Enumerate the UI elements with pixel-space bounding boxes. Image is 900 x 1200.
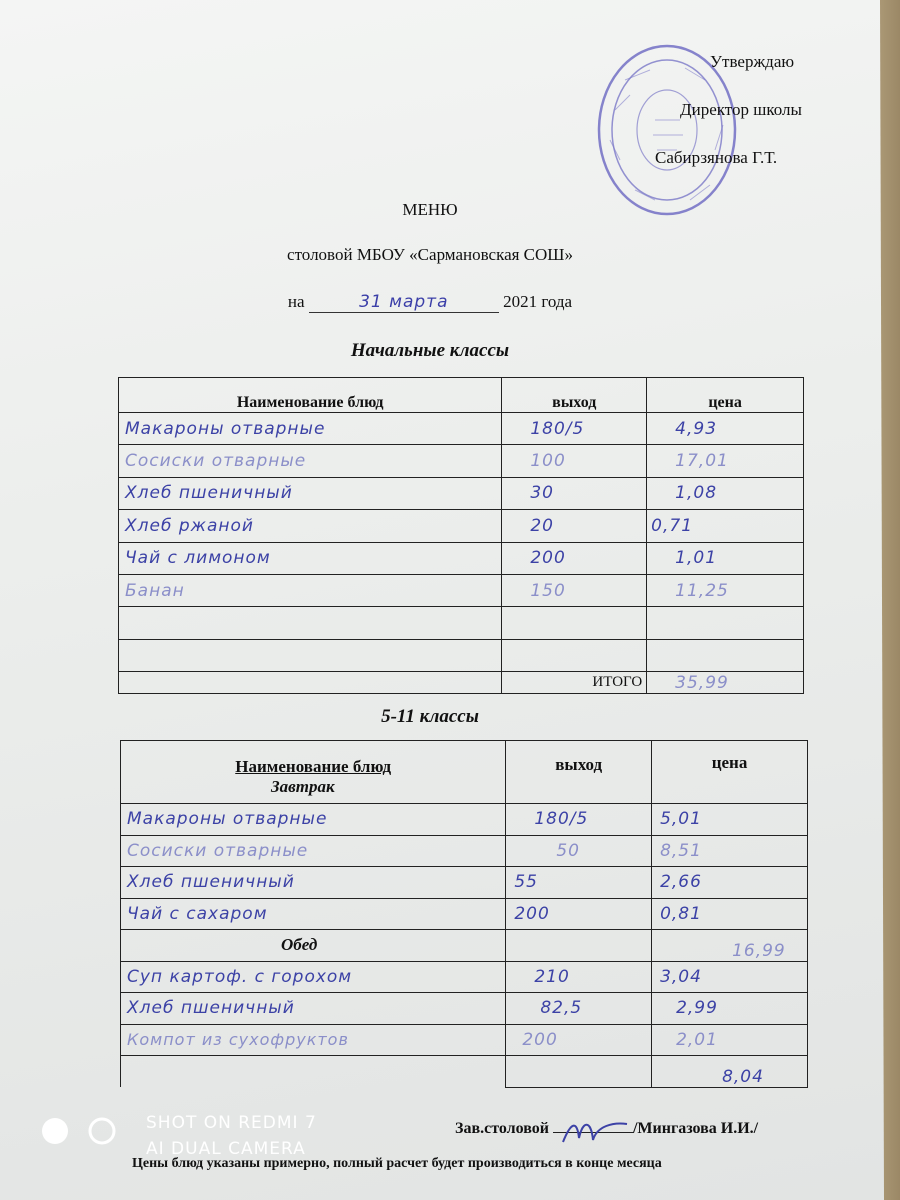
watermark-line-1: SHOT ON REDMI 7 [146, 1113, 317, 1133]
table-header-row [121, 741, 808, 804]
empty-cell [119, 672, 502, 694]
table-header-row [119, 378, 804, 413]
dish-name: Хлеб пшеничный [119, 477, 502, 509]
table-row [121, 867, 808, 899]
dish-name: Хлеб ржаной [119, 510, 502, 542]
dish-price: 2,66 [652, 867, 808, 899]
dish-name: Компот из сухофруктов [121, 1024, 506, 1056]
total-row [119, 672, 804, 694]
dish-output: 50 [506, 835, 652, 867]
dish-output [502, 639, 647, 671]
signature-line [455, 1120, 758, 1138]
dish-output: 180/5 [502, 413, 647, 445]
dish-price: 11,25 [647, 574, 804, 606]
dish-name: Хлеб пшеничный [121, 867, 506, 899]
dish-price [647, 607, 804, 639]
dish-output: 82,5 [506, 993, 652, 1025]
table-row [119, 413, 804, 445]
price-note: Цены блюд указаны примерно, полный расчет будет производиться в конце месяца [132, 1156, 662, 1171]
dish-name: Чай с лимоном [119, 542, 502, 574]
table-row [119, 477, 804, 509]
dish-price: 2,01 [652, 1024, 808, 1056]
total-value: 35,99 [647, 672, 804, 694]
table-row [119, 542, 804, 574]
dish-price: 2,99 [652, 993, 808, 1025]
table-row [121, 961, 808, 993]
lunch-total-row [121, 1056, 808, 1088]
dish-price: 4,93 [647, 413, 804, 445]
signature-label: Зав.столовой [455, 1120, 549, 1137]
lunch-label: Обед [121, 930, 506, 962]
dish-price: 1,01 [647, 542, 804, 574]
primary-menu-table [118, 377, 804, 694]
dish-output: 210 [506, 961, 652, 993]
breakfast-label: Завтрак [271, 777, 335, 796]
approval-line-2: Директор школы [680, 100, 802, 119]
dish-name [119, 639, 502, 671]
approval-block [650, 52, 802, 196]
dish-price: 3,04 [652, 961, 808, 993]
date-suffix: 2021 года [503, 292, 573, 311]
column-header-price: цена [652, 741, 808, 804]
table-row [119, 607, 804, 639]
table-row [121, 1024, 808, 1056]
column-header-price: цена [647, 378, 804, 413]
table-row [121, 993, 808, 1025]
primary-section-title: Начальные классы [350, 340, 510, 361]
dish-header-cell [121, 741, 506, 804]
dish-price: 17,01 [647, 445, 804, 477]
approval-line-3: Сабирзянова Г.Т. [655, 148, 778, 167]
column-header-output: выход [506, 741, 652, 804]
date-handwritten: 31 марта [309, 292, 499, 313]
dish-name: Чай с сахаром [121, 898, 506, 930]
dish-name: Сосиски отварные [119, 445, 502, 477]
handwritten-signature-icon [553, 1118, 633, 1146]
column-header-output: выход [502, 378, 647, 413]
table-row [121, 804, 808, 836]
empty-cell [506, 1056, 652, 1088]
dish-output: 55 [506, 867, 652, 899]
dish-price: 0,71 [647, 510, 804, 542]
date-prefix: на [287, 292, 305, 311]
dish-name: Банан [119, 574, 502, 606]
dish-price: 0,81 [652, 898, 808, 930]
table-row [121, 898, 808, 930]
breakfast-total: 16,99 [652, 930, 808, 962]
dish-name: Макароны отварные [121, 804, 506, 836]
signature-mark [553, 1132, 633, 1133]
dish-output [502, 607, 647, 639]
column-header-dish: Наименование блюд [119, 378, 502, 413]
table-row [119, 445, 804, 477]
senior-section-title: 5-11 классы [381, 706, 479, 727]
senior-menu-table [120, 740, 808, 1088]
menu-title: МЕНЮ [402, 200, 458, 219]
dish-output: 180/5 [506, 804, 652, 836]
dish-price [647, 639, 804, 671]
dish-output: 200 [506, 1024, 652, 1056]
watermark-text [146, 1110, 317, 1162]
column-header-dish: Наименование блюд [235, 757, 392, 776]
dish-output: 200 [506, 898, 652, 930]
dish-price: 1,08 [647, 477, 804, 509]
dish-output: 100 [502, 445, 647, 477]
dish-name: Сосиски отварные [121, 835, 506, 867]
signature-name: /Мингазова И.И./ [632, 1120, 759, 1137]
table-row [119, 574, 804, 606]
dish-name: Суп картоф. с горохом [121, 961, 506, 993]
camera-dots-icon [40, 1116, 130, 1146]
watermark-line-2: AI DUAL CAMERA [146, 1139, 306, 1159]
dish-name [119, 607, 502, 639]
dish-output: 20 [502, 510, 647, 542]
dish-output: 30 [502, 477, 647, 509]
dish-name: Хлеб пшеничный [121, 993, 506, 1025]
canteen-name: столовой МБОУ «Сармановская СОШ» [287, 245, 573, 264]
table-row [121, 835, 808, 867]
total-label: ИТОГО [502, 672, 647, 694]
dish-output: 150 [502, 574, 647, 606]
table-row [119, 510, 804, 542]
dish-price: 8,51 [652, 835, 808, 867]
table-row [119, 639, 804, 671]
dish-name: Макароны отварные [119, 413, 502, 445]
approval-line-1: Утверждаю [710, 52, 795, 71]
lunch-total: 8,04 [652, 1056, 808, 1088]
menu-date [0, 292, 860, 313]
empty-cell [506, 930, 652, 962]
empty-cell [121, 1056, 506, 1088]
dish-price: 5,01 [652, 804, 808, 836]
lunch-header-row [121, 930, 808, 962]
dish-output: 200 [502, 542, 647, 574]
